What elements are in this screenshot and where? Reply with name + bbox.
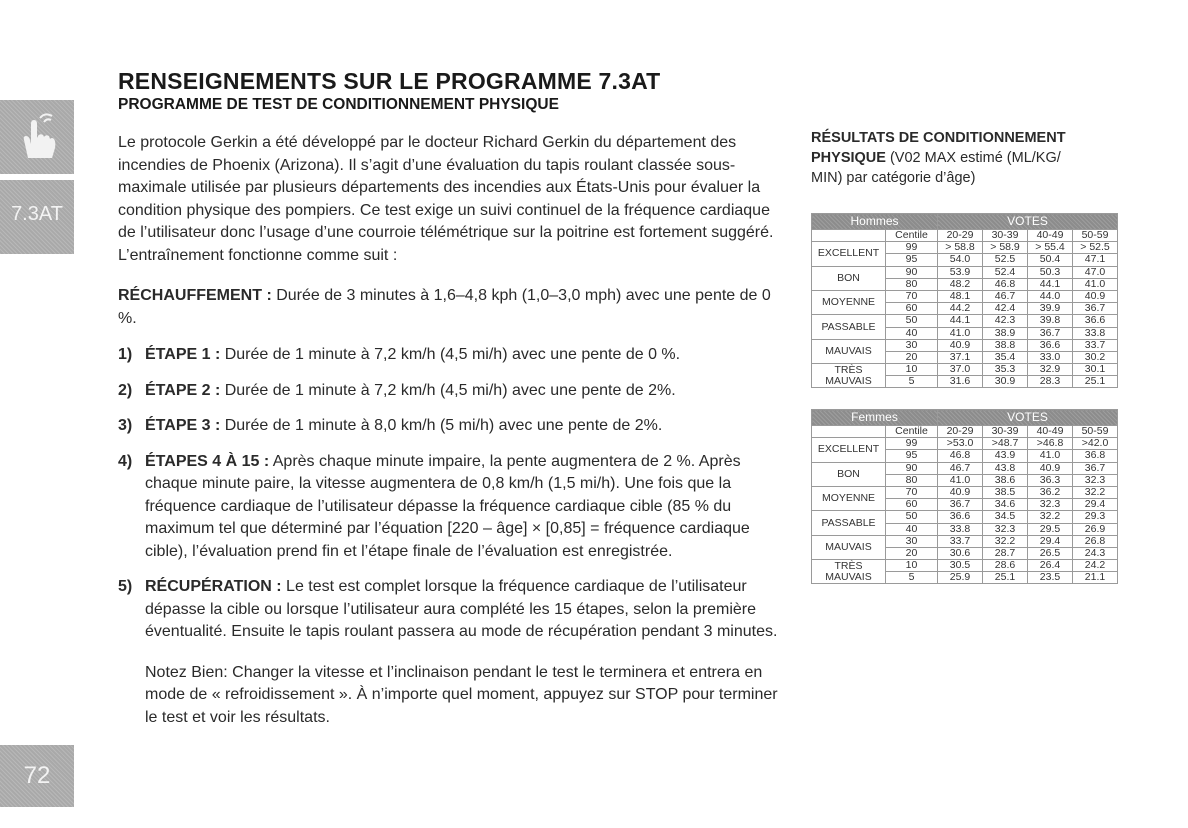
value-cell: 36.7: [938, 499, 983, 511]
value-cell: 43.9: [983, 450, 1028, 462]
category-label: MAUVAIS: [812, 339, 886, 363]
value-cell: 34.5: [983, 511, 1028, 523]
value-cell: 48.2: [938, 278, 983, 290]
value-cell: 50.4: [1028, 254, 1073, 266]
column-header: 50-59: [1073, 426, 1118, 438]
table-column-header: [812, 230, 1118, 242]
table-group-header: [812, 410, 1118, 426]
step-number: 2): [118, 381, 133, 399]
value-cell: 36.2: [1028, 486, 1073, 498]
centile-cell: 50: [886, 511, 938, 523]
value-cell: 30.5: [938, 560, 983, 572]
value-cell: 40.9: [1073, 290, 1118, 302]
step-label: ÉTAPE 2 :: [145, 381, 221, 399]
category-label: TRÈS MAUVAIS: [812, 560, 886, 584]
centile-cell: 95: [886, 450, 938, 462]
step-text: Durée de 1 minute à 7,2 km/h (4,5 mi/h) avec une pente de 0 %.: [220, 346, 681, 363]
value-cell: 36.3: [1028, 474, 1073, 486]
value-cell: 32.3: [983, 523, 1028, 535]
centile-cell: 10: [886, 560, 938, 572]
step-item: [118, 415, 786, 438]
value-cell: >48.7: [983, 438, 1028, 450]
table-column-header: [812, 426, 1118, 438]
column-header: 50-59: [1073, 230, 1118, 242]
category-label: PASSABLE: [812, 315, 886, 339]
value-cell: 34.6: [983, 499, 1028, 511]
value-cell: 41.0: [1073, 278, 1118, 290]
centile-cell: 80: [886, 474, 938, 486]
value-cell: 36.6: [938, 511, 983, 523]
value-cell: 35.4: [983, 351, 1028, 363]
hand-touch-icon: [14, 110, 60, 164]
page-number-tab: [0, 745, 74, 807]
value-cell: 38.5: [983, 486, 1028, 498]
table-group-header: [812, 214, 1118, 230]
main-text: [118, 132, 786, 729]
value-cell: 33.7: [938, 535, 983, 547]
table-row: [812, 290, 1118, 302]
value-cell: 48.1: [938, 290, 983, 302]
step-label: ÉTAPE 3 :: [145, 417, 221, 434]
warmup-label: RÉCHAUFFEMENT :: [118, 287, 272, 304]
votes-label: VOTES: [938, 214, 1118, 230]
value-cell: 35.3: [983, 364, 1028, 376]
value-cell: 37.1: [938, 351, 983, 363]
table-row: [812, 364, 1118, 376]
value-cell: 32.3: [1028, 499, 1073, 511]
table-row: [812, 266, 1118, 278]
value-cell: >46.8: [1028, 438, 1073, 450]
warmup-paragraph: [118, 285, 786, 330]
value-cell: 31.6: [938, 376, 983, 388]
value-cell: 44.1: [1028, 278, 1073, 290]
centile-cell: 20: [886, 547, 938, 559]
fitness-table-femmes: [811, 409, 1118, 584]
value-cell: > 55.4: [1028, 242, 1073, 254]
warmup-text: Durée de 3 minutes à 1,6–4,8 kph (1,0–3,0 mph) avec une pente de 0 %.: [118, 287, 771, 327]
value-cell: 41.0: [938, 474, 983, 486]
step-item: [118, 380, 786, 403]
value-cell: 53.9: [938, 266, 983, 278]
centile-cell: 99: [886, 438, 938, 450]
value-cell: 30.2: [1073, 351, 1118, 363]
blank-cell: [812, 230, 886, 242]
value-cell: 38.9: [983, 327, 1028, 339]
step-number: 1): [118, 346, 133, 363]
value-cell: 39.8: [1028, 315, 1073, 327]
value-cell: 30.9: [983, 376, 1028, 388]
value-cell: 46.8: [938, 450, 983, 462]
value-cell: 47.0: [1073, 266, 1118, 278]
category-label: TRÈS MAUVAIS: [812, 364, 886, 388]
column-header: 40-49: [1028, 230, 1073, 242]
category-label: EXCELLENT: [812, 242, 886, 266]
step-text: Durée de 1 minute à 8,0 km/h (5 mi/h) avec une pente de 2%.: [220, 417, 663, 434]
centile-cell: 80: [886, 278, 938, 290]
step-number: 5): [118, 578, 133, 595]
value-cell: 41.0: [938, 327, 983, 339]
table-row: [812, 560, 1118, 572]
value-cell: 26.8: [1073, 535, 1118, 547]
value-cell: 44.2: [938, 303, 983, 315]
value-cell: 25.1: [1073, 376, 1118, 388]
column-header: 30-39: [983, 426, 1028, 438]
centile-cell: 40: [886, 327, 938, 339]
value-cell: > 58.9: [983, 242, 1028, 254]
centile-cell: 70: [886, 290, 938, 302]
value-cell: 36.7: [1073, 303, 1118, 315]
value-cell: > 58.8: [938, 242, 983, 254]
value-cell: 24.3: [1073, 547, 1118, 559]
value-cell: 52.5: [983, 254, 1028, 266]
value-cell: 40.9: [938, 339, 983, 351]
column-header: 30-39: [983, 230, 1028, 242]
value-cell: 33.8: [938, 523, 983, 535]
value-cell: 28.3: [1028, 376, 1073, 388]
step-item: [118, 344, 786, 367]
value-cell: >42.0: [1073, 438, 1118, 450]
value-cell: 32.9: [1028, 364, 1073, 376]
results-heading-rest: (V02 MAX estimé (ML/KG/ MIN) par catégorie d’âge): [811, 150, 1061, 186]
value-cell: 28.6: [983, 560, 1028, 572]
votes-label: VOTES: [938, 410, 1118, 426]
table-row: [812, 486, 1118, 498]
value-cell: 32.3: [1073, 474, 1118, 486]
table-row: [812, 339, 1118, 351]
value-cell: 36.8: [1073, 450, 1118, 462]
centile-cell: 70: [886, 486, 938, 498]
value-cell: 46.8: [983, 278, 1028, 290]
value-cell: 43.8: [983, 462, 1028, 474]
value-cell: 29.4: [1028, 535, 1073, 547]
centile-cell: 60: [886, 303, 938, 315]
step-label: ÉTAPES 4 À 15 :: [145, 452, 270, 470]
value-cell: 46.7: [983, 290, 1028, 302]
value-cell: 32.2: [983, 535, 1028, 547]
table-row: [812, 438, 1118, 450]
column-header: Centile: [886, 230, 938, 242]
step-item: [118, 576, 786, 644]
column-header: 20-29: [938, 426, 983, 438]
table-row: [812, 242, 1118, 254]
table-row: [812, 511, 1118, 523]
value-cell: 26.5: [1028, 547, 1073, 559]
value-cell: 36.7: [1073, 462, 1118, 474]
value-cell: 32.2: [1028, 511, 1073, 523]
value-cell: 29.5: [1028, 523, 1073, 535]
value-cell: 47.1: [1073, 254, 1118, 266]
value-cell: 21.1: [1073, 572, 1118, 584]
value-cell: 46.7: [938, 462, 983, 474]
centile-cell: 30: [886, 535, 938, 547]
table-row: [812, 462, 1118, 474]
results-heading-bold: RÉSULTATS DE CONDITIONNEMENT PHYSIQUE: [811, 130, 1066, 166]
page-subtitle: PROGRAMME DE TEST DE CONDITIONNEMENT PHYSIQUE: [118, 96, 559, 113]
page-title: RENSEIGNEMENTS SUR LE PROGRAMME 7.3AT: [118, 68, 661, 94]
value-cell: 26.4: [1028, 560, 1073, 572]
centile-cell: 10: [886, 364, 938, 376]
column-header: 20-29: [938, 230, 983, 242]
value-cell: 50.3: [1028, 266, 1073, 278]
centile-cell: 40: [886, 523, 938, 535]
centile-cell: 95: [886, 254, 938, 266]
value-cell: 30.1: [1073, 364, 1118, 376]
value-cell: 26.9: [1073, 523, 1118, 535]
value-cell: 25.1: [983, 572, 1028, 584]
centile-cell: 90: [886, 462, 938, 474]
value-cell: 38.6: [983, 474, 1028, 486]
centile-cell: 5: [886, 572, 938, 584]
value-cell: 40.9: [1028, 462, 1073, 474]
value-cell: 38.8: [983, 339, 1028, 351]
category-label: MOYENNE: [812, 486, 886, 510]
step-number: 3): [118, 417, 133, 434]
group-label: Femmes: [812, 410, 938, 426]
step-label: RÉCUPÉRATION :: [145, 578, 282, 595]
step-item: [118, 451, 786, 564]
value-cell: 28.7: [983, 547, 1028, 559]
value-cell: 52.4: [983, 266, 1028, 278]
blank-cell: [812, 426, 886, 438]
category-label: PASSABLE: [812, 511, 886, 535]
centile-cell: 99: [886, 242, 938, 254]
value-cell: 39.9: [1028, 303, 1073, 315]
step-label: ÉTAPE 1 :: [145, 346, 221, 363]
centile-cell: 50: [886, 315, 938, 327]
fitness-table-hommes: [811, 213, 1118, 388]
centile-cell: 60: [886, 499, 938, 511]
step-text: Après chaque minute impaire, la pente augmentera de 2 %. Après chaque minute paire, la vitesse augmentera de 0,8 km/h (1,5 mi/h). Une fois que la fréquence cardiaque de l’utilisateur dépasse la fréquence cardiaque cible (85 % du maximum tel que déterminé par l’équation [220 – âge] × [0,85] = fréquence cardiaque cible), l’évaluation prend fin et l’étape finale de l’évaluation est enregistrée.: [145, 452, 750, 560]
category-label: EXCELLENT: [812, 438, 886, 462]
value-cell: 36.7: [1028, 327, 1073, 339]
step-text: Le test est complet lorsque la fréquence cardiaque de l’utilisateur dépasse la cible ou lorsque l’utilisateur aura complété les 15 étapes, selon la première éventualité. Ensuite le tapis roulant passera au mode de récupération pendant 3 minutes.: [145, 578, 778, 640]
value-cell: 42.3: [983, 315, 1028, 327]
intro-paragraph: Le protocole Gerkin a été développé par le docteur Richard Gerkin du département des incendies de Phoenix (Arizona). Il s’agit d’une évaluation du tapis roulant classée sous-maximale utilisée par plusieurs départements des incendies aux États-Unis pour évaluer la condition physique des pompiers. Ce test exige un suivi continuel de la fréquence cardiaque de l’utilisateur donc l’usage d’une courroie télémétrique sur la poitrine est fortement suggéré. L’entraînement fonctionne comme suit :: [118, 134, 774, 264]
column-header: 40-49: [1028, 426, 1073, 438]
category-label: BON: [812, 266, 886, 290]
value-cell: 33.8: [1073, 327, 1118, 339]
value-cell: 29.3: [1073, 511, 1118, 523]
centile-cell: 90: [886, 266, 938, 278]
value-cell: 37.0: [938, 364, 983, 376]
value-cell: 44.0: [1028, 290, 1073, 302]
centile-cell: 20: [886, 351, 938, 363]
value-cell: 24.2: [1073, 560, 1118, 572]
page-number: 72: [23, 762, 51, 789]
step-text: Durée de 1 minute à 7,2 km/h (4,5 mi/h) avec une pente de 2%.: [220, 381, 676, 399]
value-cell: 33.7: [1073, 339, 1118, 351]
note-paragraph: Notez Bien: Changer la vitesse et l’inclinaison pendant le test le terminera et entrera en mode de « refroidissement ». À n’importe quel moment, appuyez sur STOP pour terminer le test et voir les résultats.: [145, 663, 778, 726]
value-cell: 29.4: [1073, 499, 1118, 511]
centile-cell: 30: [886, 339, 938, 351]
category-label: BON: [812, 462, 886, 486]
value-cell: 41.0: [1028, 450, 1073, 462]
category-label: MAUVAIS: [812, 535, 886, 559]
program-code-label: 7.3AT: [11, 203, 63, 225]
value-cell: 36.6: [1073, 315, 1118, 327]
table-row: [812, 315, 1118, 327]
category-label: MOYENNE: [812, 290, 886, 314]
program-code-tab: [0, 180, 74, 254]
column-header: Centile: [886, 426, 938, 438]
value-cell: 23.5: [1028, 572, 1073, 584]
results-heading: [811, 128, 1091, 188]
hand-touch-tab: [0, 100, 74, 174]
table-row: [812, 535, 1118, 547]
value-cell: > 52.5: [1073, 242, 1118, 254]
value-cell: >53.0: [938, 438, 983, 450]
value-cell: 25.9: [938, 572, 983, 584]
value-cell: 30.6: [938, 547, 983, 559]
value-cell: 36.6: [1028, 339, 1073, 351]
value-cell: 32.2: [1073, 486, 1118, 498]
value-cell: 54.0: [938, 254, 983, 266]
step-number: 4): [118, 452, 133, 470]
centile-cell: 5: [886, 376, 938, 388]
value-cell: 40.9: [938, 486, 983, 498]
value-cell: 42.4: [983, 303, 1028, 315]
value-cell: 33.0: [1028, 351, 1073, 363]
group-label: Hommes: [812, 214, 938, 230]
value-cell: 44.1: [938, 315, 983, 327]
